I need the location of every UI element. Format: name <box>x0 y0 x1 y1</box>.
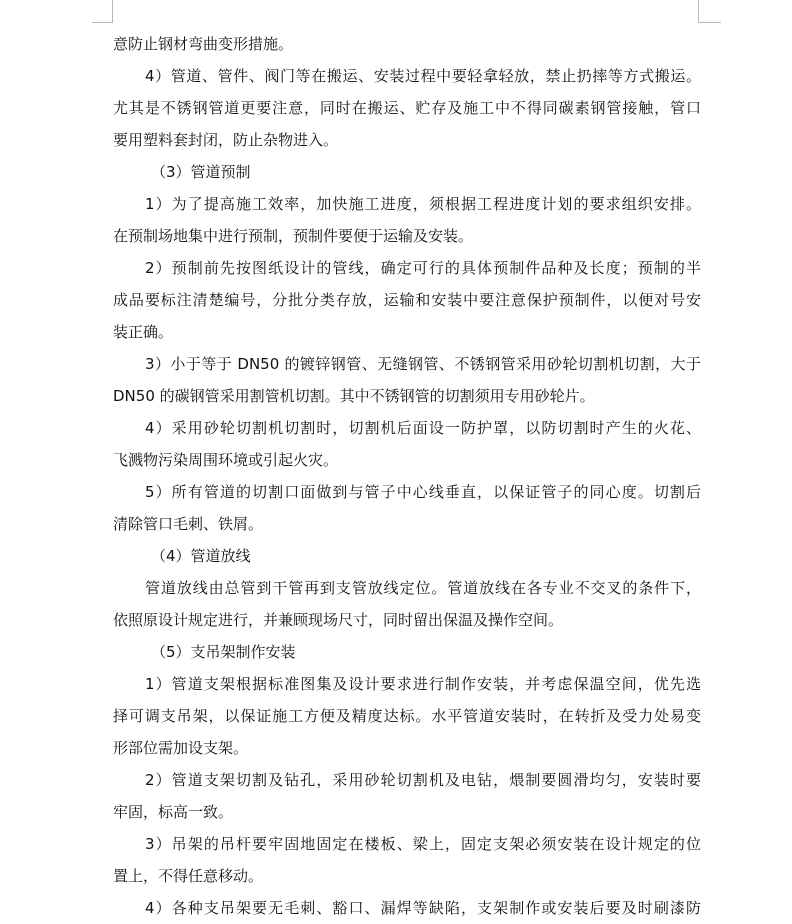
text-line: 2）预制前先按图纸设计的管线，确定可行的具体预制件品种及长度；预制的半 <box>145 259 701 277</box>
text-line: 牢固，标高一致。 <box>113 803 234 821</box>
text-line: 要用塑料套封闭，防止杂物进入。 <box>113 131 339 149</box>
text-line: 形部位需加设支架。 <box>113 739 249 757</box>
text-line: 清除管口毛刺、铁屑。 <box>113 515 264 533</box>
text-line: 3）小于等于 DN50 的镀锌钢管、无缝钢管、不锈钢管采用砂轮切割机切割，大于 <box>145 355 701 373</box>
text-line: 1）为了提高施工效率，加快施工进度，须根据工程进度计划的要求组织安排。 <box>145 195 701 213</box>
text-line: 飞溅物污染周围环境或引起火灾。 <box>113 451 339 469</box>
text-line: 3）吊架的吊杆要牢固地固定在楼板、梁上，固定支架必须安装在设计规定的位 <box>145 835 701 853</box>
text-line: 依照原设计规定进行，并兼顾现场尺寸，同时留出保温及操作空间。 <box>113 611 564 629</box>
text-line: 2）管道支架切割及钻孔，采用砂轮切割机及电钻，煨制要圆滑均匀，安装时要 <box>145 771 701 789</box>
section-heading: （5）支吊架制作安装 <box>151 643 296 661</box>
text-line: 1）管道支架根据标准图集及设计要求进行制作安装，并考虑保温空间，优先选 <box>145 675 701 693</box>
text-line: 置上，不得任意移动。 <box>113 867 264 885</box>
text-line: 成品要标注清楚编号，分批分类存放，运输和安装中要注意保护预制件，以便对号安 <box>113 291 701 309</box>
text-line: 意防止钢材弯曲变形措施。 <box>113 35 294 53</box>
text-line: 管道放线由总管到干管再到支管放线定位。管道放线在各专业不交叉的条件下， <box>145 579 701 597</box>
text-line: 4）采用砂轮切割机切割时，切割机后面设一防护罩，以防切割时产生的火花、 <box>145 419 701 437</box>
crop-mark-top-left <box>92 0 113 23</box>
text-line: 4）管道、管件、阀门等在搬运、安装过程中要轻拿轻放，禁止扔摔等方式搬运。 <box>145 67 701 85</box>
text-line: 择可调支吊架，以保证施工方便及精度达标。水平管道安装时，在转折及受力处易变 <box>113 707 701 725</box>
section-heading: （3）管道预制 <box>151 163 251 181</box>
text-line: 5）所有管道的切割口面做到与管子中心线垂直，以保证管子的同心度。切割后 <box>145 483 701 501</box>
text-line: 4）各种支吊架要无毛刺、豁口、漏焊等缺陷，支架制作或安装后要及时刷漆防 <box>145 899 701 917</box>
document-body <box>113 28 701 924</box>
section-heading: （4）管道放线 <box>151 547 251 565</box>
text-line: 尤其是不锈钢管道更要注意，同时在搬运、贮存及施工中不得同碳素钢管接触，管口 <box>113 99 701 117</box>
text-line: 在预制场地集中进行预制，预制件要便于运输及安装。 <box>113 227 474 245</box>
text-line: DN50 的碳钢管采用割管机切割。其中不锈钢管的切割须用专用砂轮片。 <box>113 387 595 405</box>
crop-mark-top-right <box>698 0 721 23</box>
text-line: 装正确。 <box>113 323 174 341</box>
